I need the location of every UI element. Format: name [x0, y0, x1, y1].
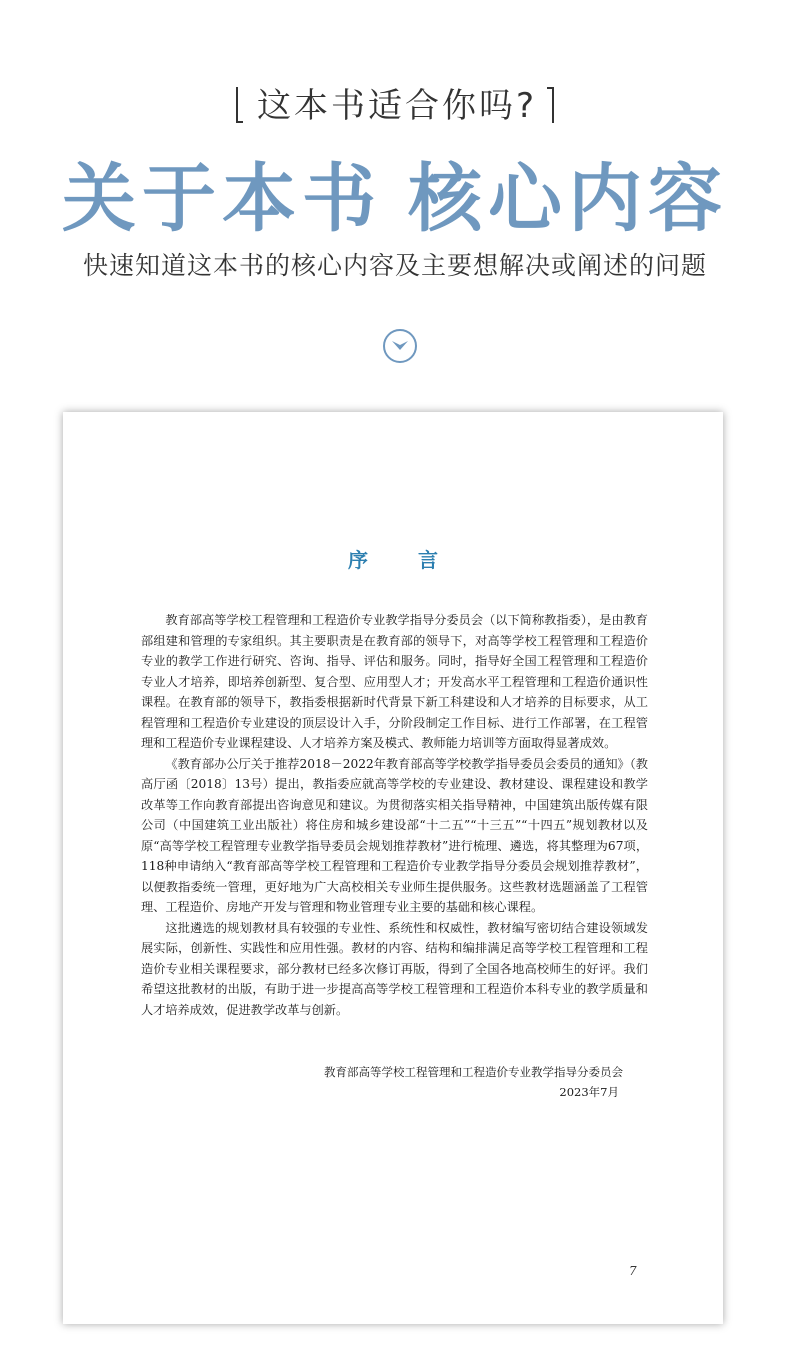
signature-block	[324, 1062, 623, 1102]
main-headline	[0, 140, 790, 246]
question-text: 这本书适合你吗?	[256, 86, 538, 126]
signature-org: 教育部高等学校工程管理和工程造价专业教学指导分委员会	[324, 1065, 623, 1079]
title-char-2: 言	[418, 548, 438, 572]
paragraph: 教育部高等学校工程管理和工程造价专业教学指导分委员会（以下简称教指委），是由教育部组建和管理的专家组织。其主要职责是在教育部的领导下，对高等学校工程管理和工程造价专业的教学工作进行研究、咨询、指导、评估和服务。同时，指导好全国工程管理和工程造价专业人才培养，即培养创新型、复合型、应用型人才；开发高水平工程管理和工程造价通识性课程。在教育部的领导下，教指委根据新时代背景下新工科建设和人才培养的目标要求，从工程管理和工程造价专业建设的顶层设计入手，分阶段制定工作目标、进行工作部署，在工程管理和工程造价专业课程建设、人才培养方案及模式、教师能力培训等方面取得显著成效。	[141, 613, 648, 750]
headline-part-1: 关于本书	[62, 156, 382, 242]
paragraph: 这批遴选的规划教材具有较强的专业性、系统性和权威性，教材编写密切结合建设领域发展实际，创新性、实践性和应用性强。教材的内容、结构和编排满足高等学校工程管理和工程造价专业相关课程要求，部分教材已经多次修订再版，得到了全国各地高校师生的好评。我们希望这批教材的出版，有助于进一步提高高等学校工程管理和工程造价本科专业的教学质量和人才培养成效，促进教学改革与创新。	[141, 920, 648, 1017]
preface-body	[141, 610, 648, 1020]
paragraph: 《教育部办公厅关于推荐2018－2022年教育部高等学校教学指导委员会委员的通知》（教高厅函〔2018〕13号）提出，教指委应就高等学校的专业建设、教材建设、课程建设和教学改革等工作向教育部提出咨询意见和建议。为贯彻落实相关指导精神，中国建筑出版传媒有限公司（中国建筑工业出版社）将住房和城乡建设部“十二五”“十三五”“十四五”规划教材以及原“高等学校工程管理专业教学指导委员会规划推荐教材”进行梳理、遴选，将其整理为67项，118种申请纳入“教育部高等学校工程管理和工程造价专业教学指导分委员会规划推荐教材”，以便教指委统一管理，更好地为广大高校相关专业师生提供服务。这些教材选题涵盖了工程管理、工程造价、房地产开发与管理和物业管理专业主要的基础和核心课程。	[141, 756, 648, 914]
headline-part-2: 核心内容	[408, 156, 728, 242]
left-bracket-decoration	[236, 87, 243, 123]
chevron-down-circle-icon[interactable]	[383, 329, 417, 363]
subtitle: 快速知道这本书的核心内容及主要想解决或阐述的问题	[82, 251, 707, 280]
title-char-1: 序	[348, 548, 368, 572]
right-bracket-decoration	[547, 87, 554, 123]
chevron-down-icon	[390, 339, 410, 353]
header-section	[0, 0, 790, 410]
question-heading	[0, 78, 790, 127]
book-page	[63, 412, 723, 1324]
page-title	[63, 544, 723, 573]
signature-date: 2023年7月	[559, 1085, 619, 1099]
page-number: 7	[629, 1264, 637, 1278]
